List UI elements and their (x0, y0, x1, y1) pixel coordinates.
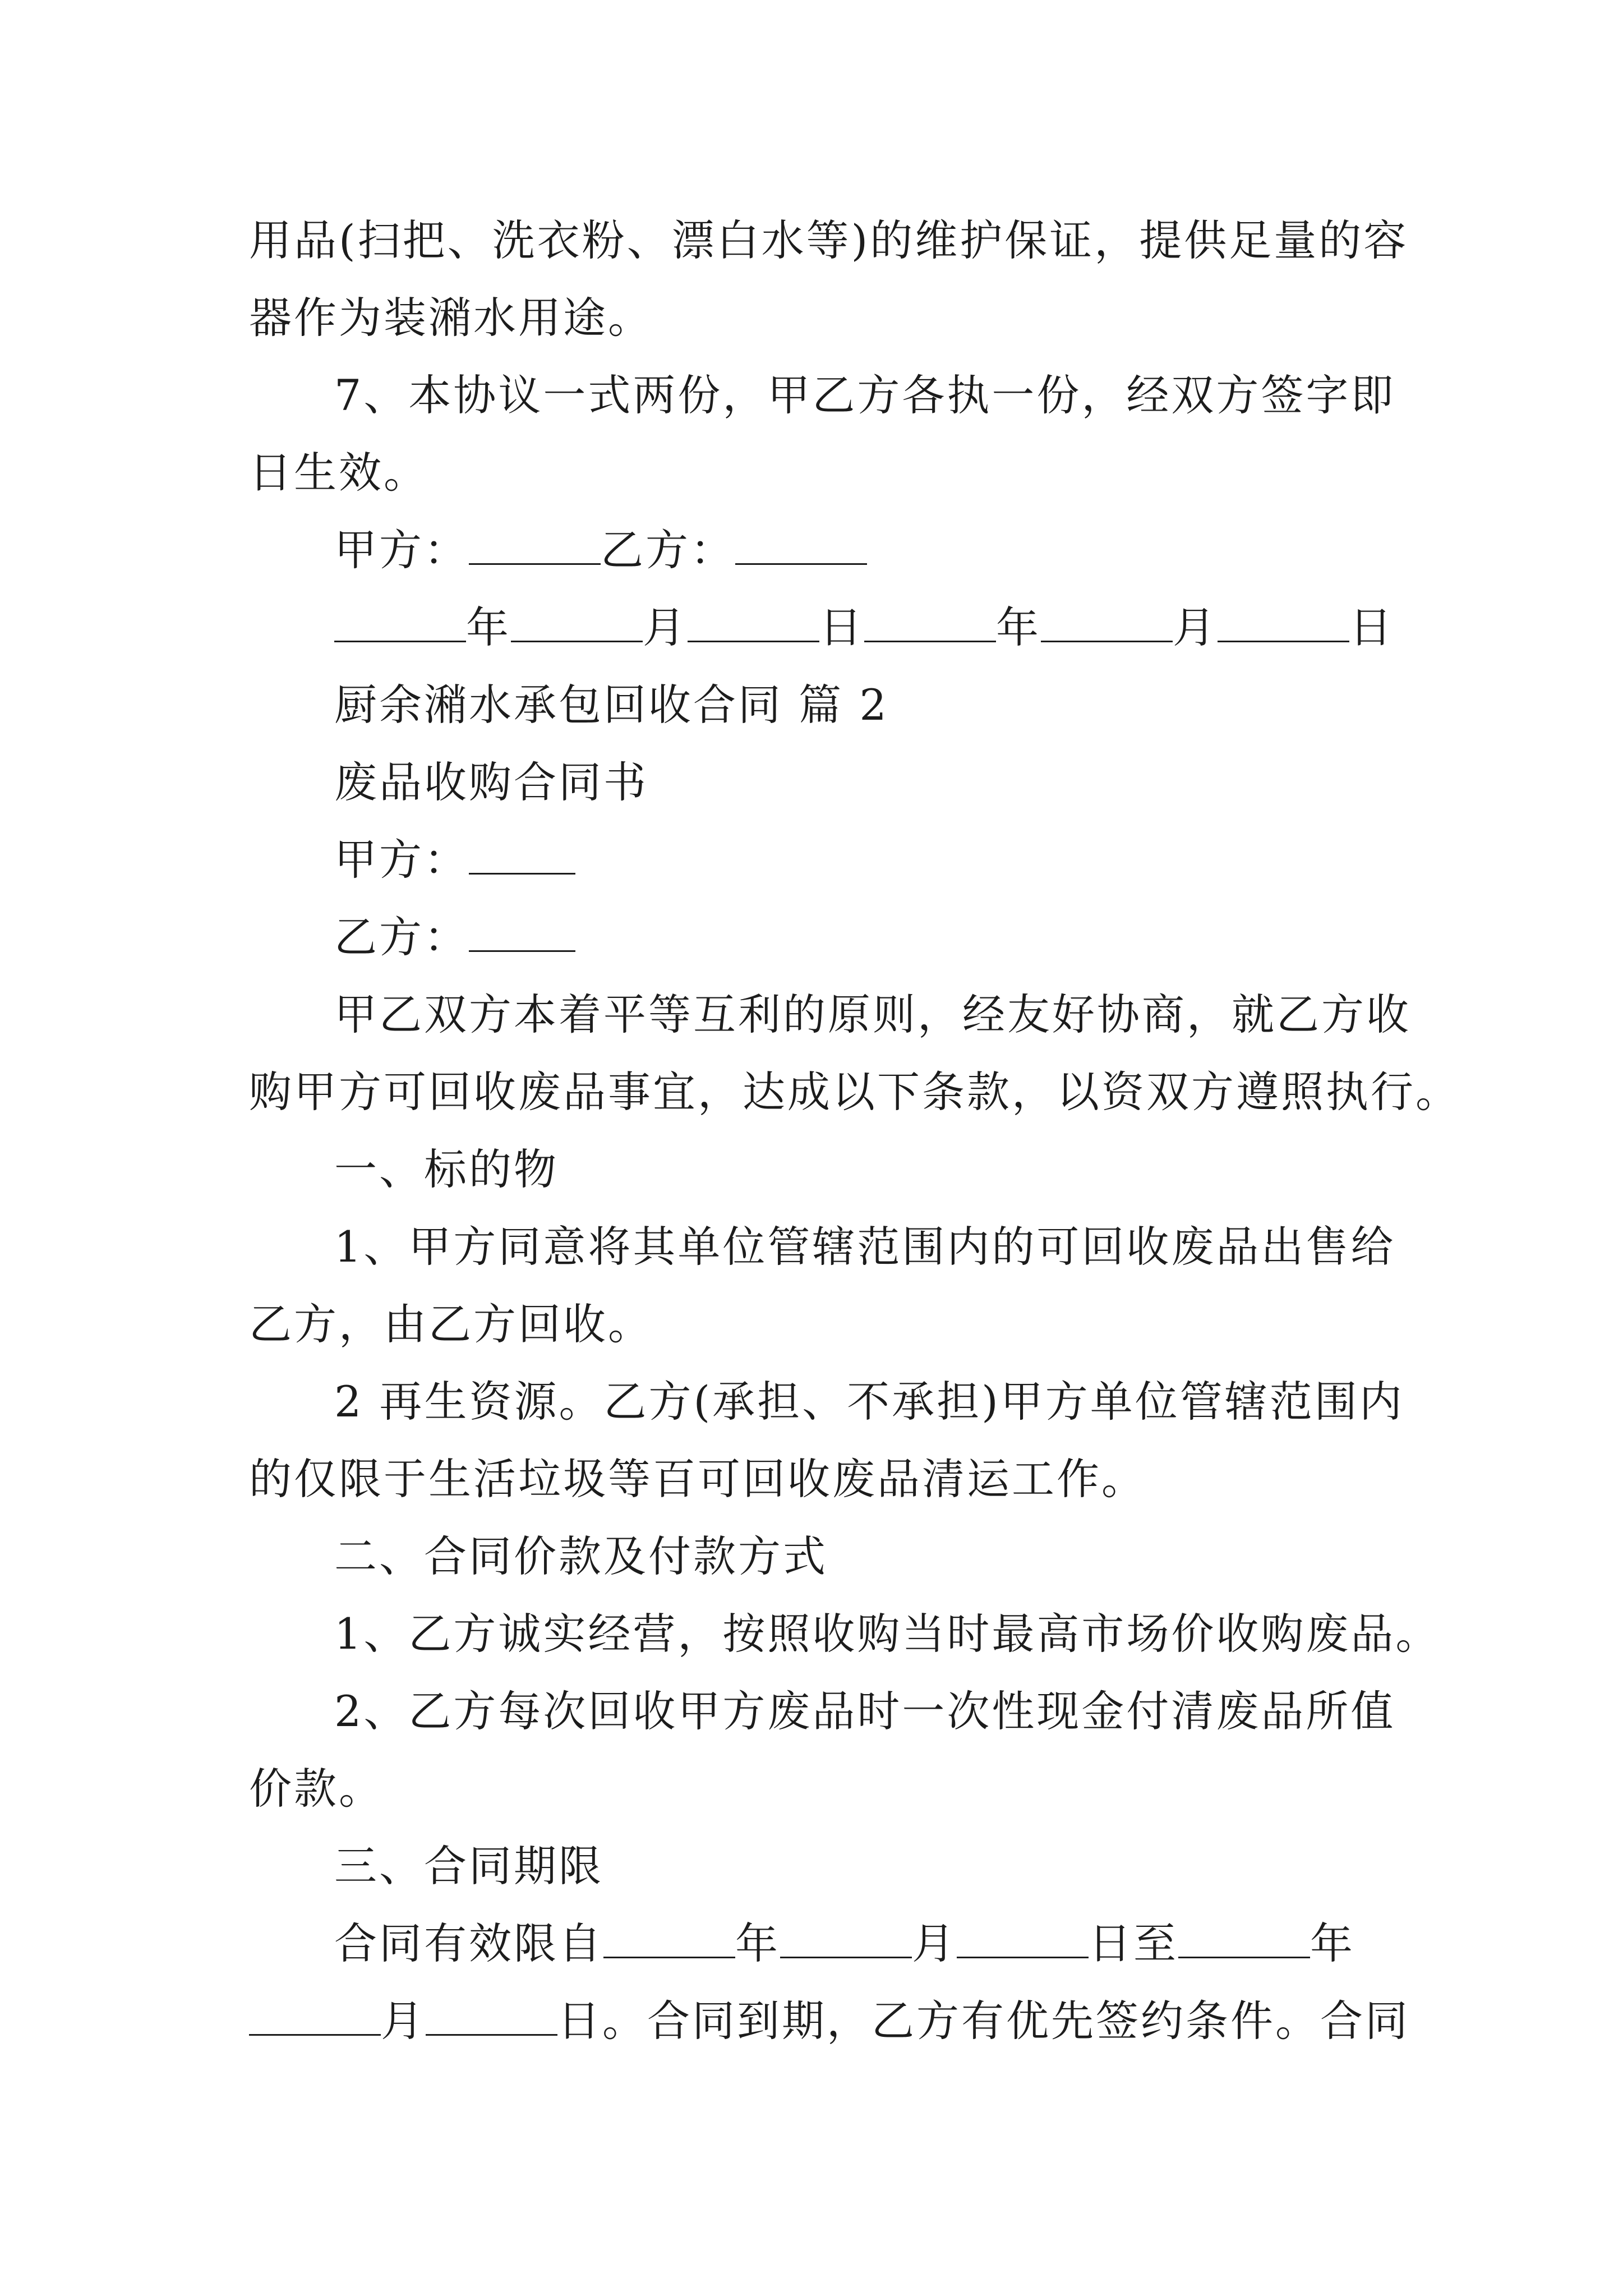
party-b-line (249, 899, 1391, 976)
clause-7-line-2: 日生效。 (249, 448, 428, 498)
term-end-year-blank (1178, 1921, 1310, 1958)
clause-1-item-2-line-1: 2 再生资源。乙方(承担、不承担)甲方单位管辖范围内 (334, 1377, 1404, 1427)
term-end-day-blank (426, 1998, 557, 2036)
party-b-text: 乙方： (334, 912, 469, 962)
term-start-day-unit: 日 (1089, 1918, 1133, 1968)
contract-title: 废品收购合同书 (334, 757, 648, 807)
term-tail: 。合同到期，乙方有优先签约条件。合同 (602, 1996, 1410, 2046)
party-a-label: 甲方： (334, 525, 469, 575)
clause-1-item-1-line-1: 1、甲方同意将其单位管辖范围内的可回收废品出售给 (334, 1222, 1396, 1272)
party-b-name-blank (469, 914, 575, 952)
term-start-year-blank (603, 1921, 735, 1958)
term-end-month-unit: 月 (381, 1996, 426, 2046)
clause-7-line-1: 7、本协议一式两份，甲乙方各执一份，经双方签字即 (334, 370, 1396, 420)
party-a-text: 甲方： (334, 835, 469, 885)
party-a-name-blank (469, 837, 575, 875)
intro-line-1: 甲乙双方本着平等互利的原则，经友好协商，就乙方收 (334, 990, 1411, 1039)
month-blank-a (511, 605, 643, 642)
party-a-blank (469, 527, 601, 565)
party-b-blank (735, 527, 867, 565)
clause-2-title: 二、合同价款及付款方式 (334, 1531, 828, 1581)
year-blank-b (864, 605, 996, 642)
day-unit-a: 日 (819, 602, 864, 652)
term-line-2 (249, 1982, 1410, 2060)
clause-1-item-2-line-2: 的仅限于生活垃圾等百可回收废品清运工作。 (249, 1454, 1146, 1504)
document-body (249, 202, 1460, 2060)
term-end-month-blank (249, 1998, 381, 2036)
month-unit-a: 月 (643, 602, 688, 652)
term-start-year-unit: 年 (735, 1918, 780, 1968)
signature-line (249, 512, 1391, 589)
month-blank-b (1041, 605, 1173, 642)
term-end-year-unit: 年 (1310, 1918, 1355, 1968)
party-b-label: 乙方： (601, 525, 735, 575)
date-line (249, 589, 1394, 666)
section-2-title: 厨余潲水承包回收合同 篇 2 (334, 680, 889, 730)
term-to: 至 (1133, 1918, 1178, 1968)
clause-1-item-1-line-2: 乙方，由乙方回收。 (249, 1299, 653, 1349)
day-blank-b (1218, 605, 1349, 642)
year-blank-a (334, 605, 466, 642)
clause-2-item-2-line-2: 价款。 (249, 1764, 384, 1814)
month-unit-b: 月 (1173, 602, 1218, 652)
term-start-month-blank (780, 1921, 912, 1958)
clause-1-title: 一、标的物 (334, 1144, 559, 1194)
term-prefix: 合同有效限自 (334, 1918, 603, 1968)
body-line-1: 用品(扫把、洗衣粉、漂白水等)的维护保证，提供足量的容 (249, 215, 1409, 265)
clause-2-item-1: 1、乙方诚实经营，按照收购当时最高市场价收购废品。 (334, 1609, 1441, 1659)
term-start-day-blank (957, 1921, 1089, 1958)
term-line-1 (249, 1905, 1391, 1982)
body-line-2: 器作为装潲水用途。 (249, 293, 653, 343)
day-unit-b: 日 (1349, 602, 1394, 652)
intro-line-2: 购甲方可回收废品事宜，达成以下条款，以资双方遵照执行。 (249, 1067, 1460, 1117)
term-end-day-unit: 日 (557, 1996, 602, 2046)
year-unit-b: 年 (996, 602, 1041, 652)
day-blank-a (688, 605, 819, 642)
year-unit-a: 年 (466, 602, 511, 652)
term-start-month-unit: 月 (912, 1918, 957, 1968)
party-a-line (249, 821, 1391, 899)
clause-2-item-2-line-1: 2、乙方每次回收甲方废品时一次性现金付清废品所值 (334, 1686, 1396, 1736)
clause-3-title: 三、合同期限 (334, 1841, 603, 1891)
